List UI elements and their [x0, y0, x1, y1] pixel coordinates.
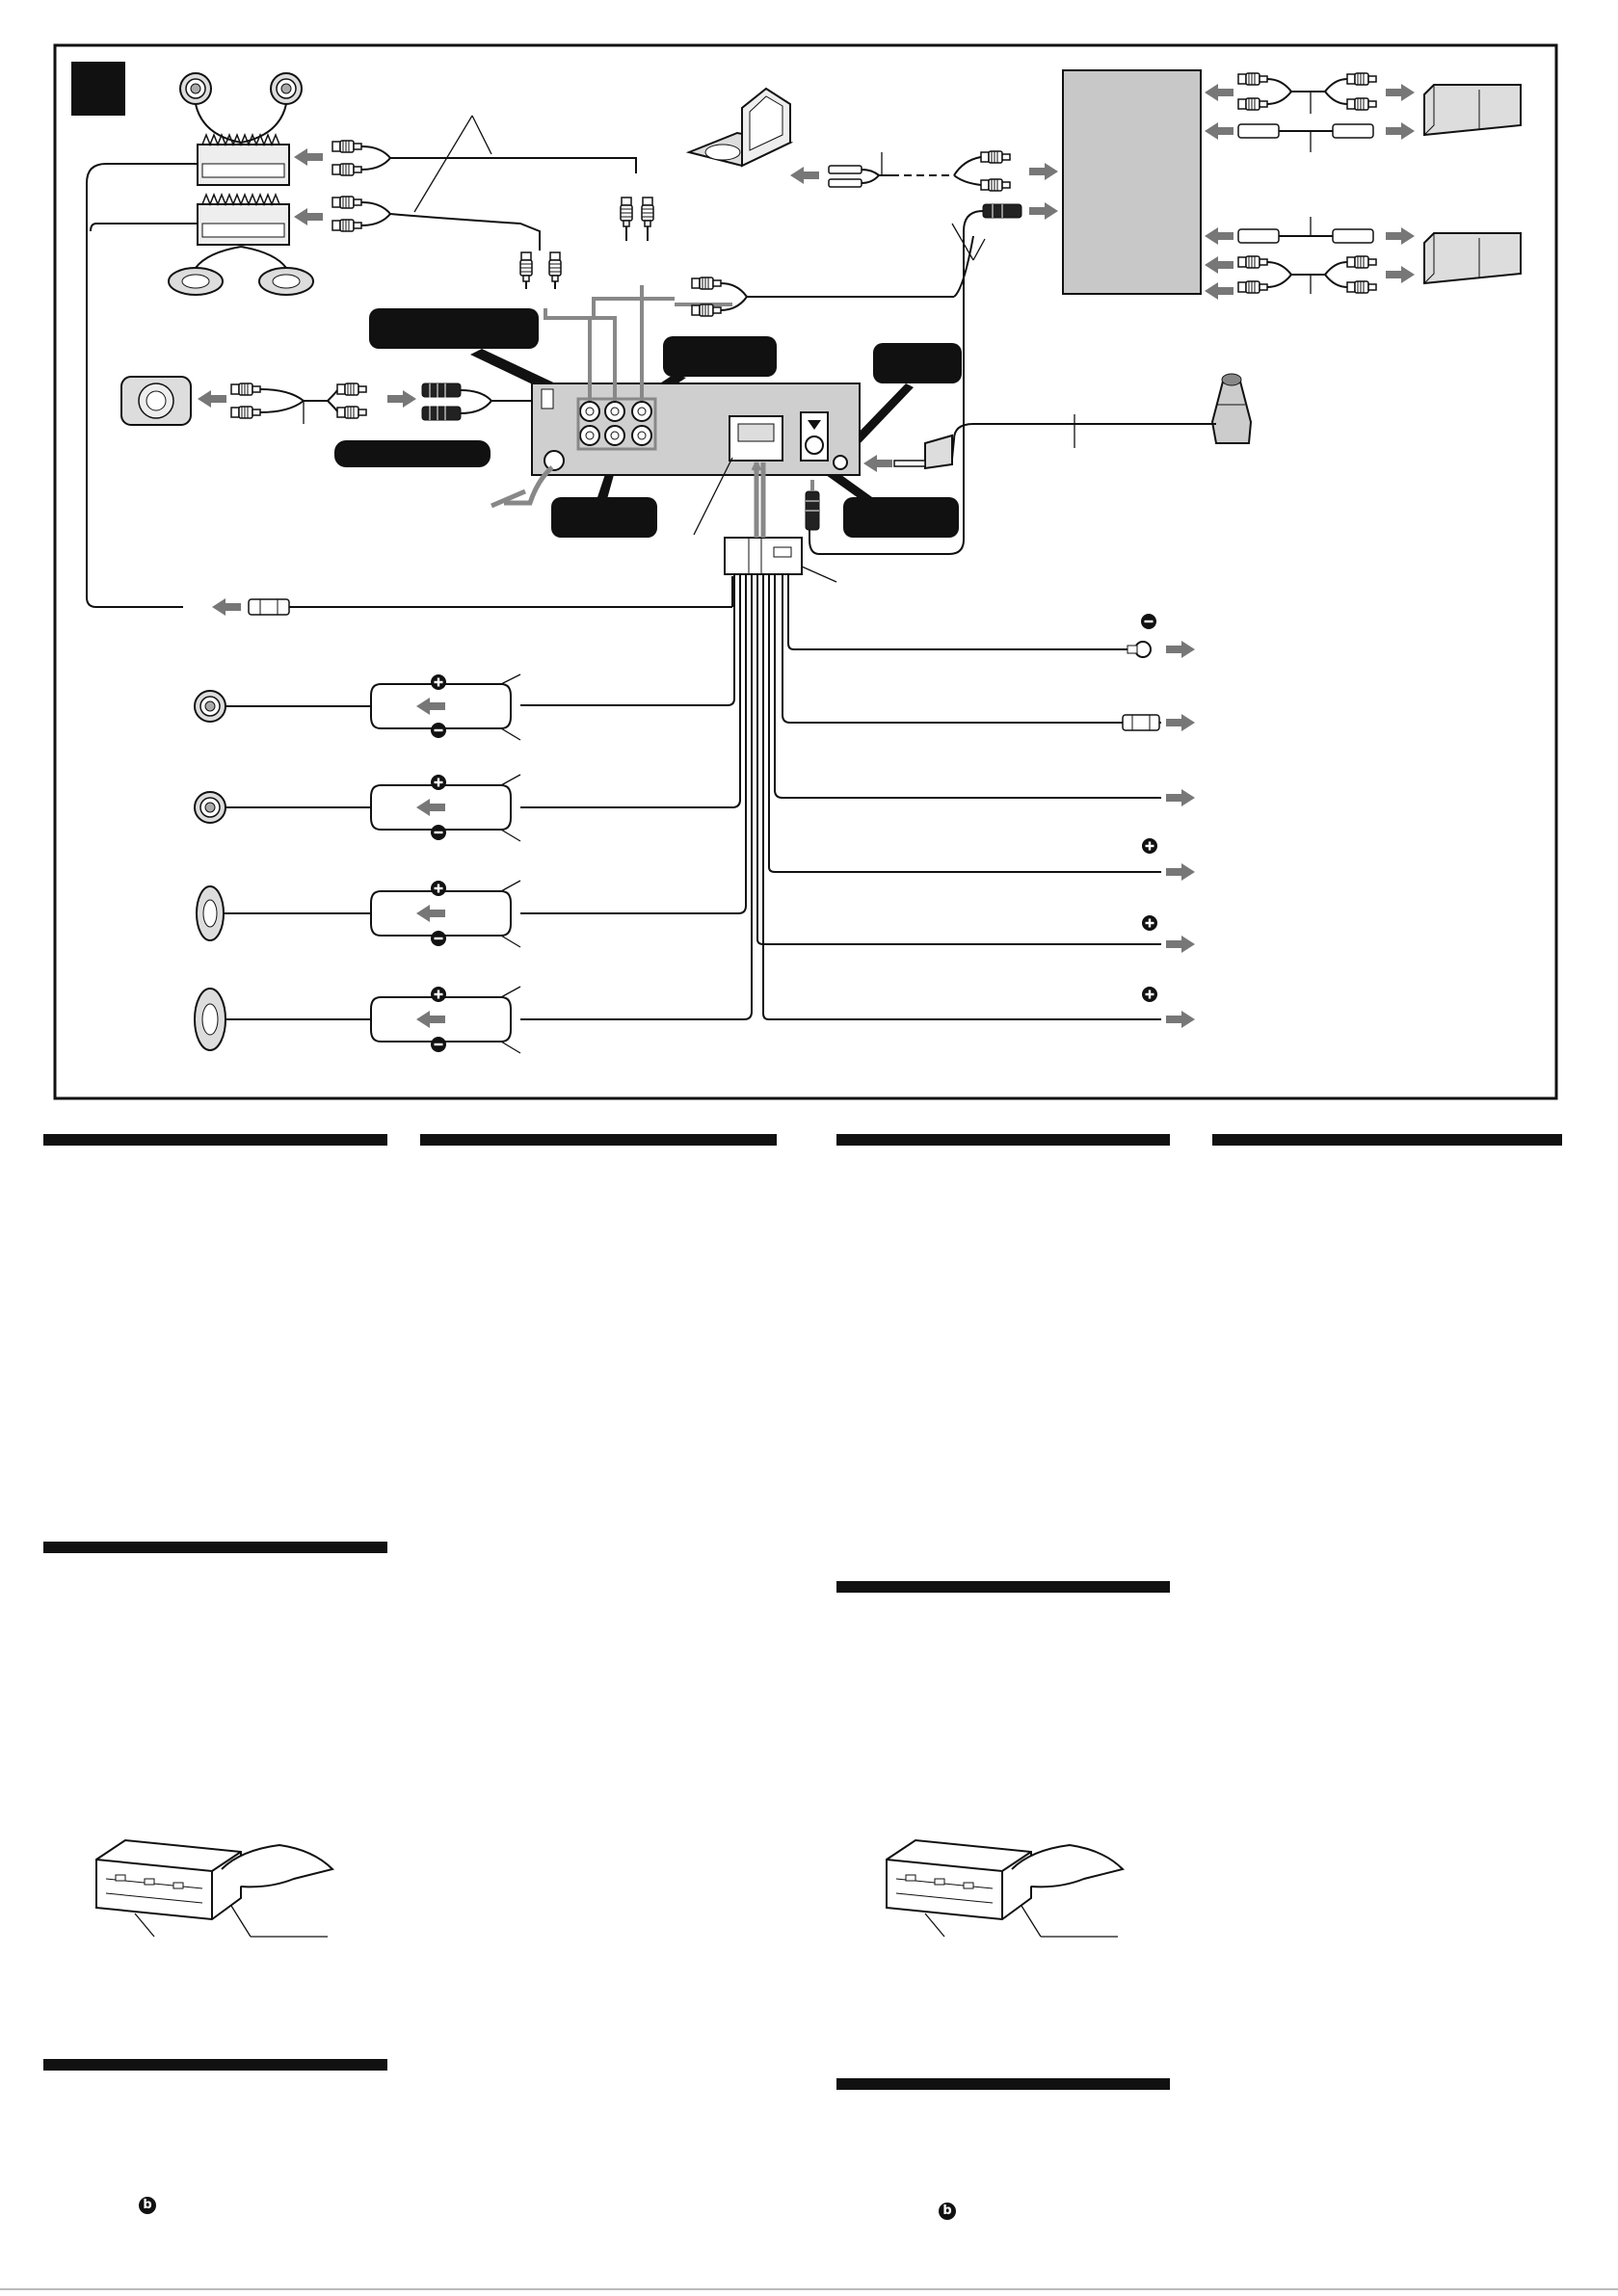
- speaker-icon: [195, 691, 225, 722]
- tweeter-icon: [271, 73, 302, 104]
- rca-plug-icon: [337, 383, 366, 418]
- rca-plug-icon: [520, 252, 561, 281]
- speaker-icon: [197, 886, 224, 940]
- rca-plug-icon: [1238, 73, 1267, 110]
- polarity-minus-icon: [431, 1037, 446, 1052]
- speaker-row: [195, 775, 520, 841]
- microphone-icon: [1212, 374, 1251, 443]
- speaker-icon: [195, 989, 225, 1050]
- amplifier-icon: [198, 195, 289, 245]
- polarity-plus-icon: [431, 987, 446, 1002]
- mounting-sleeve-icon: [887, 1840, 1123, 1937]
- speaker-row: [195, 987, 520, 1053]
- head-unit-rear-panel: [532, 383, 860, 475]
- rca-plug-icon: [621, 198, 653, 226]
- video-plug-icon: [983, 204, 1021, 218]
- callout-box: [334, 440, 491, 467]
- cd-changer-icon: [1424, 85, 1521, 135]
- mini-plug-icon: [829, 166, 862, 187]
- ground-terminal-icon: [1127, 642, 1151, 657]
- polarity-plus-icon: [1142, 987, 1157, 1002]
- polarity-minus-icon: [431, 723, 446, 738]
- speaker-row: [195, 674, 520, 740]
- tweeter-icon: [180, 73, 211, 104]
- polarity-plus-icon: [1142, 838, 1157, 854]
- rca-plug-icon: [981, 151, 1010, 191]
- rca-plug-icon: [1238, 256, 1267, 293]
- callout-box: [663, 336, 777, 377]
- section-rule: [43, 1542, 387, 1553]
- callout-box: [843, 497, 959, 538]
- callout-box: [551, 497, 657, 538]
- speaker-icon: [195, 792, 225, 823]
- rca-plug-icon: [332, 197, 361, 231]
- polarity-minus-icon: [1141, 614, 1156, 629]
- rca-plug-icon: [1347, 256, 1376, 293]
- mounting-sleeve-icon: [96, 1840, 332, 1937]
- figure-marker-box: [71, 62, 125, 116]
- section-rule: [43, 1134, 387, 1146]
- rca-plug-icon: [231, 383, 260, 418]
- portable-dvd-player-icon: [689, 89, 790, 166]
- polarity-plus-icon: [431, 674, 446, 690]
- rca-plug-icon: [422, 383, 461, 420]
- rca-plug-icon: [1347, 73, 1376, 110]
- section-rule: [1212, 1134, 1562, 1146]
- remote-lead-connector: [249, 599, 289, 615]
- polarity-plus-icon: [431, 881, 446, 896]
- section-rule: [420, 1134, 777, 1146]
- wiring-harness-icon: [725, 538, 802, 574]
- section-rule: [836, 1581, 1170, 1593]
- section-rule: [836, 1134, 1170, 1146]
- source-selector-box: [1063, 70, 1201, 294]
- bullet-connector-icon: [1123, 715, 1159, 730]
- callout-box: [369, 308, 539, 349]
- polarity-plus-icon: [1142, 915, 1157, 931]
- speaker-row: [197, 881, 520, 947]
- step-symbol-b: b: [139, 2197, 156, 2214]
- diagram-frame: [55, 45, 1556, 1098]
- section-rule: [43, 2059, 387, 2071]
- cd-changer-icon: [1424, 233, 1521, 283]
- callout-box: [873, 343, 962, 383]
- speaker-icon: [169, 268, 223, 295]
- subwoofer-icon: [121, 377, 191, 425]
- polarity-minus-icon: [431, 825, 446, 840]
- section-rule: [836, 2078, 1170, 2090]
- step-symbol-b: b: [939, 2203, 956, 2220]
- polarity-plus-icon: [431, 775, 446, 790]
- video-plug-icon: [806, 491, 819, 530]
- rca-plug-icon: [332, 141, 361, 175]
- mini-plug-icon: [894, 435, 952, 468]
- page-bottom-edge: [0, 2288, 1618, 2290]
- polarity-minus-icon: [431, 931, 446, 946]
- rca-plug-icon: [692, 277, 721, 316]
- speaker-icon: [259, 268, 313, 295]
